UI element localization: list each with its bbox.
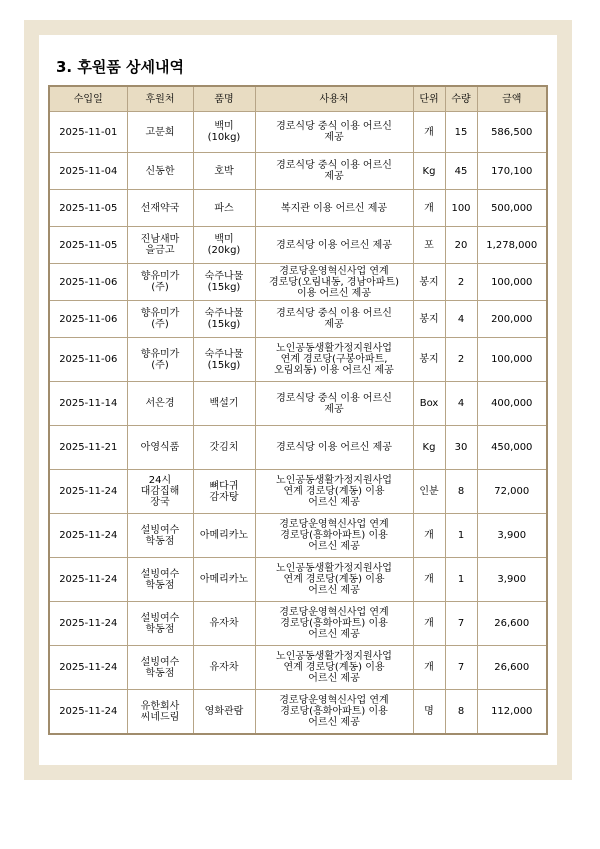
cell-date: 2025-11-24 (49, 558, 127, 602)
cell-item: 유자차 (193, 602, 255, 646)
cell-usage: 노인공동생활가정지원사업 연계 경로당(계동) 이용 어르신 제공 (255, 646, 413, 690)
table-row (49, 338, 547, 382)
cell-item: 백미 (10kg) (193, 112, 255, 153)
section-title: 3. 후원품 상세내역 (56, 58, 185, 76)
cell-amount: 586,500 (477, 112, 547, 153)
header-amount: 금액 (477, 86, 547, 112)
cell-donor: 향유미가 (주) (127, 338, 193, 382)
cell-usage: 경로식당 중식 이용 어르신 제공 (255, 382, 413, 426)
cell-unit: Kg (413, 426, 445, 470)
cell-item: 호박 (193, 153, 255, 190)
cell-date: 2025-11-04 (49, 153, 127, 190)
header-qty: 수량 (445, 86, 477, 112)
cell-item: 파스 (193, 190, 255, 227)
cell-donor: 진남새마 을금고 (127, 227, 193, 264)
cell-usage: 경로당운영혁신사업 연계 경로당(흥화아파트) 이용 어르신 제공 (255, 602, 413, 646)
table-row (49, 190, 547, 227)
cell-date: 2025-11-24 (49, 470, 127, 514)
cell-usage: 경로식당 이용 어르신 제공 (255, 426, 413, 470)
cell-item: 갓김치 (193, 426, 255, 470)
cell-usage: 노인공동생활가정지원사업 연계 경로당(계동) 이용 어르신 제공 (255, 558, 413, 602)
cell-qty: 15 (445, 112, 477, 153)
cell-donor: 설빙여수 학동점 (127, 602, 193, 646)
cell-unit: 봉지 (413, 338, 445, 382)
cell-amount: 26,600 (477, 646, 547, 690)
cell-unit: 인분 (413, 470, 445, 514)
cell-item: 숙주나물 (15kg) (193, 301, 255, 338)
cell-date: 2025-11-24 (49, 514, 127, 558)
table-row (49, 112, 547, 153)
cell-date: 2025-11-06 (49, 338, 127, 382)
cell-donor: 선재약국 (127, 190, 193, 227)
header-usage: 사용처 (255, 86, 413, 112)
cell-amount: 3,900 (477, 558, 547, 602)
cell-amount: 100,000 (477, 338, 547, 382)
cell-donor: 고문희 (127, 112, 193, 153)
header-item: 품명 (193, 86, 255, 112)
cell-amount: 400,000 (477, 382, 547, 426)
header-unit: 단위 (413, 86, 445, 112)
cell-unit: 명 (413, 690, 445, 735)
table-row (49, 153, 547, 190)
cell-donor: 향유미가 (주) (127, 264, 193, 301)
cell-item: 숙주나물 (15kg) (193, 338, 255, 382)
cell-date: 2025-11-24 (49, 602, 127, 646)
cell-qty: 8 (445, 470, 477, 514)
cell-date: 2025-11-21 (49, 426, 127, 470)
table-row (49, 646, 547, 690)
cell-amount: 200,000 (477, 301, 547, 338)
cell-usage: 경로식당 이용 어르신 제공 (255, 227, 413, 264)
cell-qty: 7 (445, 602, 477, 646)
cell-amount: 450,000 (477, 426, 547, 470)
table-row (49, 690, 547, 735)
cell-qty: 30 (445, 426, 477, 470)
cell-usage: 경로식당 중식 이용 어르신 제공 (255, 301, 413, 338)
cell-amount: 3,900 (477, 514, 547, 558)
cell-donor: 유한회사 씨네드림 (127, 690, 193, 735)
cell-date: 2025-11-24 (49, 646, 127, 690)
cell-item: 유자차 (193, 646, 255, 690)
cell-qty: 1 (445, 558, 477, 602)
table-row (49, 470, 547, 514)
cell-usage: 노인공동생활가정지원사업 연계 경로당(계동) 이용 어르신 제공 (255, 470, 413, 514)
cell-qty: 4 (445, 382, 477, 426)
cell-usage: 노인공동생활가정지원사업 연계 경로당(구봉아파트, 오림외동) 이용 어르신 제공 (255, 338, 413, 382)
cell-qty: 2 (445, 338, 477, 382)
cell-qty: 7 (445, 646, 477, 690)
cell-item: 백미 (20kg) (193, 227, 255, 264)
cell-amount: 100,000 (477, 264, 547, 301)
cell-donor: 설빙여수 학동점 (127, 558, 193, 602)
cell-unit: 개 (413, 558, 445, 602)
table-row (49, 264, 547, 301)
header-donor: 후원처 (127, 86, 193, 112)
table-row (49, 514, 547, 558)
cell-unit: 개 (413, 602, 445, 646)
cell-amount: 1,278,000 (477, 227, 547, 264)
cell-unit: 봉지 (413, 264, 445, 301)
cell-qty: 8 (445, 690, 477, 735)
cell-item: 아메리카노 (193, 558, 255, 602)
cell-date: 2025-11-14 (49, 382, 127, 426)
cell-donor: 서은경 (127, 382, 193, 426)
cell-date: 2025-11-01 (49, 112, 127, 153)
cell-donor: 설빙여수 학동점 (127, 646, 193, 690)
cell-donor: 향유미가 (주) (127, 301, 193, 338)
page-content (39, 35, 557, 765)
cell-donor: 아영식품 (127, 426, 193, 470)
donation-table (48, 85, 548, 735)
cell-usage: 복지관 이용 어르신 제공 (255, 190, 413, 227)
cell-amount: 500,000 (477, 190, 547, 227)
table-row (49, 426, 547, 470)
cell-item: 영화관람 (193, 690, 255, 735)
table-header-row (49, 86, 547, 112)
table-row (49, 558, 547, 602)
cell-item: 아메리카노 (193, 514, 255, 558)
cell-unit: 개 (413, 112, 445, 153)
cell-unit: 개 (413, 190, 445, 227)
cell-date: 2025-11-06 (49, 301, 127, 338)
cell-unit: Box (413, 382, 445, 426)
cell-unit: 봉지 (413, 301, 445, 338)
cell-qty: 20 (445, 227, 477, 264)
cell-qty: 1 (445, 514, 477, 558)
cell-amount: 170,100 (477, 153, 547, 190)
cell-date: 2025-11-05 (49, 227, 127, 264)
table-row (49, 301, 547, 338)
cell-qty: 4 (445, 301, 477, 338)
cell-qty: 2 (445, 264, 477, 301)
cell-usage: 경로당운영혁신사업 연계 경로당(흥화아파트) 이용 어르신 제공 (255, 514, 413, 558)
cell-usage: 경로식당 중식 이용 어르신 제공 (255, 112, 413, 153)
cell-item: 뼈다귀 감자탕 (193, 470, 255, 514)
page-frame (24, 20, 572, 780)
cell-date: 2025-11-24 (49, 690, 127, 735)
header-date: 수입일 (49, 86, 127, 112)
table-row (49, 382, 547, 426)
cell-qty: 45 (445, 153, 477, 190)
cell-donor: 신동한 (127, 153, 193, 190)
table-row (49, 227, 547, 264)
cell-amount: 112,000 (477, 690, 547, 735)
table-row (49, 602, 547, 646)
cell-unit: 포 (413, 227, 445, 264)
cell-unit: 개 (413, 646, 445, 690)
cell-amount: 72,000 (477, 470, 547, 514)
cell-amount: 26,600 (477, 602, 547, 646)
cell-unit: 개 (413, 514, 445, 558)
cell-date: 2025-11-05 (49, 190, 127, 227)
cell-item: 백설기 (193, 382, 255, 426)
cell-usage: 경로당운영혁신사업 연계 경로당(흥화아파트) 이용 어르신 제공 (255, 690, 413, 735)
cell-unit: Kg (413, 153, 445, 190)
cell-date: 2025-11-06 (49, 264, 127, 301)
cell-donor: 설빙여수 학동점 (127, 514, 193, 558)
cell-usage: 경로식당 중식 이용 어르신 제공 (255, 153, 413, 190)
cell-usage: 경로당운영혁신사업 연계 경로당(오림내동, 경남아파트) 이용 어르신 제공 (255, 264, 413, 301)
cell-qty: 100 (445, 190, 477, 227)
cell-donor: 24시 대감집해 장국 (127, 470, 193, 514)
cell-item: 숙주나물 (15kg) (193, 264, 255, 301)
